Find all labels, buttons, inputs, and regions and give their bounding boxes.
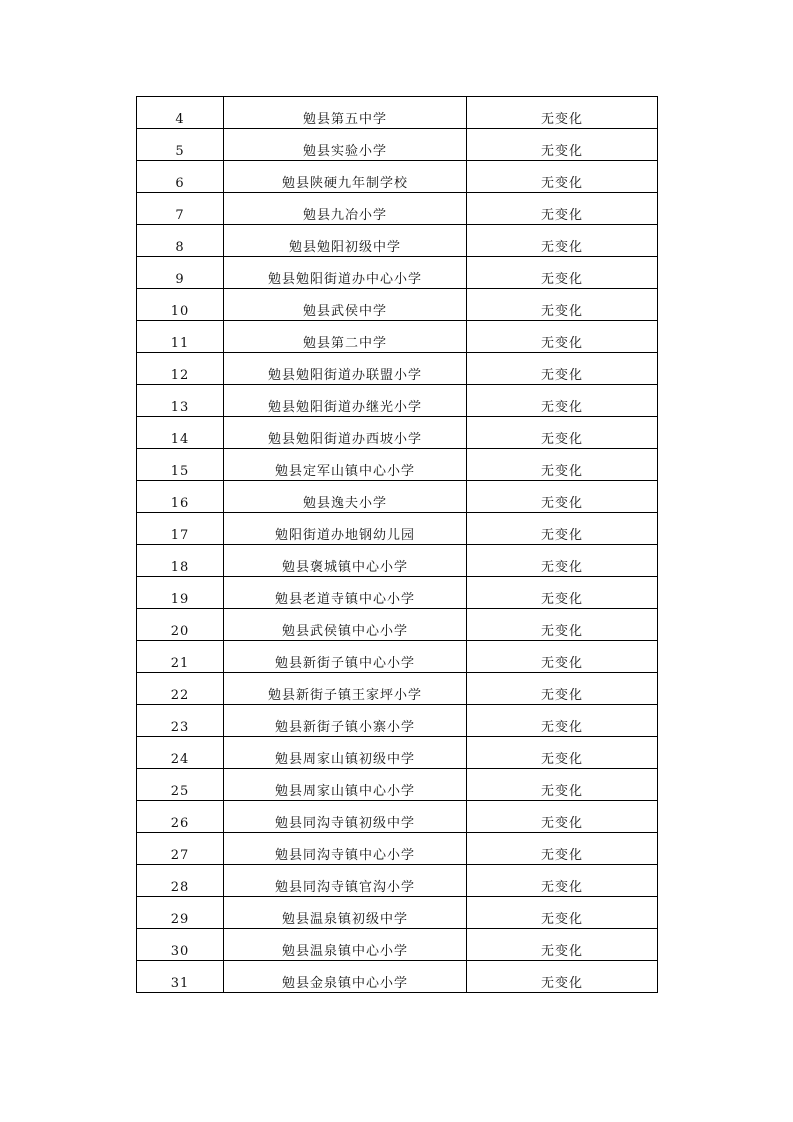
school-name-cell [224, 321, 467, 353]
row-number-cell [137, 833, 224, 865]
school-name-text: 勉县第五中学 [302, 112, 387, 127]
school-name-cell [224, 577, 467, 609]
school-status-table [136, 96, 658, 993]
school-name-cell [224, 609, 467, 641]
status-cell [467, 257, 658, 289]
school-name-cell [224, 769, 467, 801]
row-number-text: 15 [170, 464, 190, 479]
status-cell [467, 929, 658, 961]
status-text: 无变化 [540, 720, 583, 735]
table-row [137, 929, 658, 961]
row-number-cell [137, 385, 224, 417]
school-name-cell [224, 225, 467, 257]
status-cell [467, 161, 658, 193]
school-name-text: 勉县同沟寺镇中心小学 [274, 848, 415, 863]
status-cell [467, 641, 658, 673]
row-number-cell [137, 609, 224, 641]
status-text: 无变化 [540, 784, 583, 799]
school-name-text: 勉县九冶小学 [302, 208, 387, 223]
row-number-cell [137, 513, 224, 545]
row-number-cell [137, 641, 224, 673]
school-name-cell [224, 545, 467, 577]
row-number-cell [137, 897, 224, 929]
row-number-cell [137, 769, 224, 801]
school-name-cell [224, 833, 467, 865]
row-number-cell [137, 929, 224, 961]
status-text: 无变化 [540, 464, 583, 479]
school-name-cell [224, 513, 467, 545]
table-row [137, 449, 658, 481]
row-number-cell [137, 865, 224, 897]
status-text: 无变化 [540, 688, 583, 703]
row-number-cell [137, 481, 224, 513]
school-name-text: 勉县同沟寺镇初级中学 [274, 816, 415, 831]
row-number-text: 21 [170, 656, 190, 671]
status-text: 无变化 [540, 976, 583, 991]
table-row [137, 705, 658, 737]
school-name-text: 勉县武侯镇中心小学 [281, 624, 408, 639]
row-number-text: 14 [170, 432, 190, 447]
status-text: 无变化 [540, 848, 583, 863]
status-cell [467, 193, 658, 225]
table-row [137, 193, 658, 225]
status-cell [467, 609, 658, 641]
row-number-text: 12 [170, 368, 190, 383]
status-cell [467, 737, 658, 769]
row-number-cell [137, 289, 224, 321]
table-row [137, 225, 658, 257]
school-name-cell [224, 641, 467, 673]
school-name-text: 勉县周家山镇初级中学 [274, 752, 415, 767]
row-number-text: 5 [175, 144, 185, 159]
status-text: 无变化 [540, 816, 583, 831]
status-cell [467, 769, 658, 801]
school-name-text: 勉县勉阳街道办西坡小学 [267, 432, 422, 447]
status-text: 无变化 [540, 208, 583, 223]
school-name-text: 勉县新街子镇王家坪小学 [267, 688, 422, 703]
table-row [137, 161, 658, 193]
table-row [137, 353, 658, 385]
school-name-text: 勉县金泉镇中心小学 [281, 976, 408, 991]
school-name-text: 勉县新街子镇中心小学 [274, 656, 415, 671]
status-text: 无变化 [540, 528, 583, 543]
school-name-cell [224, 481, 467, 513]
status-text: 无变化 [540, 368, 583, 383]
table-row [137, 513, 658, 545]
row-number-cell [137, 417, 224, 449]
table-row [137, 801, 658, 833]
school-name-cell [224, 673, 467, 705]
row-number-cell [137, 545, 224, 577]
school-name-text: 勉县勉阳街道办联盟小学 [267, 368, 422, 383]
row-number-text: 24 [170, 752, 190, 767]
row-number-text: 27 [170, 848, 190, 863]
row-number-cell [137, 737, 224, 769]
table-row [137, 577, 658, 609]
status-cell [467, 289, 658, 321]
row-number-text: 26 [170, 816, 190, 831]
status-cell [467, 705, 658, 737]
status-cell [467, 865, 658, 897]
table-row [137, 385, 658, 417]
table-row [137, 257, 658, 289]
status-cell [467, 513, 658, 545]
status-text: 无变化 [540, 144, 583, 159]
row-number-cell [137, 961, 224, 993]
row-number-text: 9 [175, 272, 185, 287]
status-text: 无变化 [540, 176, 583, 191]
status-text: 无变化 [540, 624, 583, 639]
table-row [137, 865, 658, 897]
school-name-cell [224, 161, 467, 193]
table-row [137, 481, 658, 513]
table-row [137, 641, 658, 673]
row-number-cell [137, 705, 224, 737]
school-name-cell [224, 449, 467, 481]
row-number-text: 19 [170, 592, 190, 607]
table-row [137, 833, 658, 865]
row-number-text: 20 [170, 624, 190, 639]
table-row [137, 97, 658, 129]
school-name-cell [224, 385, 467, 417]
school-name-text: 勉县第二中学 [302, 336, 387, 351]
school-name-cell [224, 929, 467, 961]
school-name-cell [224, 97, 467, 129]
status-cell [467, 449, 658, 481]
school-name-text: 勉县逸夫小学 [302, 496, 387, 511]
status-text: 无变化 [540, 336, 583, 351]
row-number-text: 18 [170, 560, 190, 575]
row-number-text: 25 [170, 784, 190, 799]
row-number-text: 16 [170, 496, 190, 511]
row-number-cell [137, 193, 224, 225]
school-name-text: 勉县陕硬九年制学校 [281, 176, 408, 191]
row-number-text: 17 [170, 528, 190, 543]
status-cell [467, 673, 658, 705]
row-number-cell [137, 161, 224, 193]
status-cell [467, 897, 658, 929]
school-name-text: 勉县勉阳初级中学 [288, 240, 401, 255]
table-row [137, 417, 658, 449]
school-name-cell [224, 193, 467, 225]
status-cell [467, 833, 658, 865]
row-number-cell [137, 673, 224, 705]
status-cell [467, 545, 658, 577]
status-cell [467, 801, 658, 833]
row-number-cell [137, 321, 224, 353]
table-row [137, 321, 658, 353]
status-text: 无变化 [540, 592, 583, 607]
row-number-cell [137, 577, 224, 609]
status-cell [467, 321, 658, 353]
school-name-text: 勉县褒城镇中心小学 [281, 560, 408, 575]
status-text: 无变化 [540, 432, 583, 447]
row-number-text: 10 [170, 304, 190, 319]
table-row [137, 673, 658, 705]
table-row [137, 769, 658, 801]
school-name-text: 勉县定军山镇中心小学 [274, 464, 415, 479]
school-name-text: 勉县温泉镇中心小学 [281, 944, 408, 959]
status-text: 无变化 [540, 752, 583, 767]
row-number-cell [137, 353, 224, 385]
school-name-cell [224, 961, 467, 993]
row-number-cell [137, 257, 224, 289]
status-text: 无变化 [540, 944, 583, 959]
row-number-cell [137, 225, 224, 257]
status-text: 无变化 [540, 272, 583, 287]
row-number-cell [137, 449, 224, 481]
row-number-cell [137, 97, 224, 129]
school-name-text: 勉县老道寺镇中心小学 [274, 592, 415, 607]
row-number-text: 4 [175, 112, 185, 127]
table-row [137, 609, 658, 641]
row-number-text: 30 [170, 944, 190, 959]
status-cell [467, 353, 658, 385]
school-name-text: 勉县武侯中学 [302, 304, 387, 319]
status-text: 无变化 [540, 912, 583, 927]
status-text: 无变化 [540, 240, 583, 255]
status-text: 无变化 [540, 560, 583, 575]
row-number-text: 8 [175, 240, 185, 255]
row-number-cell [137, 801, 224, 833]
school-name-cell [224, 129, 467, 161]
school-name-text: 勉县勉阳街道办继光小学 [267, 400, 422, 415]
status-cell [467, 481, 658, 513]
row-number-text: 22 [170, 688, 190, 703]
school-name-cell [224, 289, 467, 321]
row-number-text: 28 [170, 880, 190, 895]
school-name-text: 勉县温泉镇初级中学 [281, 912, 408, 927]
status-text: 无变化 [540, 400, 583, 415]
status-cell [467, 961, 658, 993]
status-cell [467, 385, 658, 417]
status-cell [467, 129, 658, 161]
school-name-cell [224, 865, 467, 897]
status-text: 无变化 [540, 304, 583, 319]
school-name-text: 勉县周家山镇中心小学 [274, 784, 415, 799]
table-body [137, 97, 658, 993]
table-row [137, 129, 658, 161]
row-number-text: 13 [170, 400, 190, 415]
school-name-text: 勉县新街子镇小寨小学 [274, 720, 415, 735]
status-text: 无变化 [540, 112, 583, 127]
status-cell [467, 97, 658, 129]
table-row [137, 737, 658, 769]
status-cell [467, 417, 658, 449]
status-text: 无变化 [540, 880, 583, 895]
status-cell [467, 225, 658, 257]
school-name-cell [224, 801, 467, 833]
status-text: 无变化 [540, 656, 583, 671]
status-text: 无变化 [540, 496, 583, 511]
row-number-text: 11 [170, 336, 190, 351]
school-name-cell [224, 353, 467, 385]
school-name-cell [224, 417, 467, 449]
row-number-text: 6 [175, 176, 185, 191]
table-row [137, 545, 658, 577]
table-row [137, 897, 658, 929]
status-cell [467, 577, 658, 609]
school-name-text: 勉县实验小学 [302, 144, 387, 159]
row-number-text: 7 [175, 208, 185, 223]
school-name-text: 勉县同沟寺镇官沟小学 [274, 880, 415, 895]
school-name-text: 勉县勉阳街道办中心小学 [267, 272, 422, 287]
school-name-cell [224, 257, 467, 289]
table-row [137, 289, 658, 321]
row-number-cell [137, 129, 224, 161]
row-number-text: 23 [170, 720, 190, 735]
school-name-cell [224, 897, 467, 929]
school-name-text: 勉阳街道办地钢幼儿园 [274, 528, 415, 543]
school-name-cell [224, 705, 467, 737]
school-name-cell [224, 737, 467, 769]
row-number-text: 29 [170, 912, 190, 927]
row-number-text: 31 [170, 976, 190, 991]
table-row [137, 961, 658, 993]
